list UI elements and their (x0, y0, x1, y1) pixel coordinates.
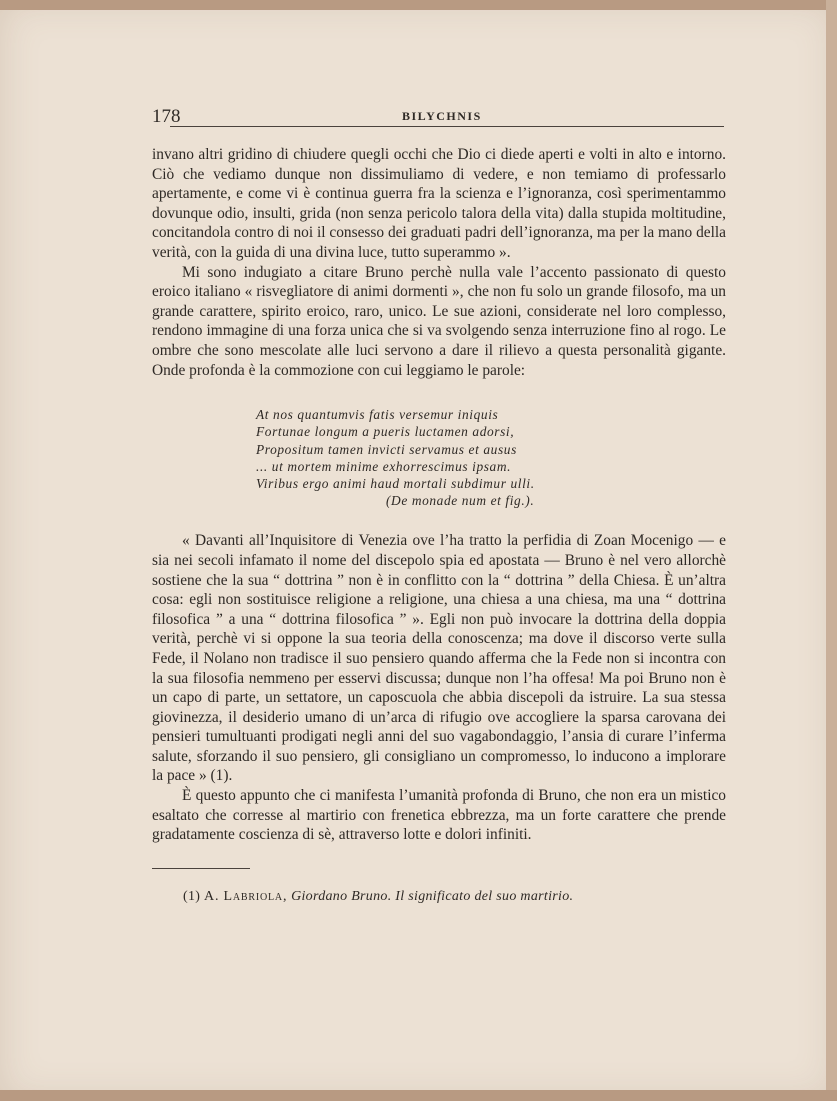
footnote (183, 889, 723, 905)
page-bottom-edge (0, 1090, 837, 1101)
paragraph-3: « Davanti all’Inquisitore di Venezia ove l’ha tratto la perfidia di Zoan Mocenigo — e sia nei secoli infamato il nome del discepolo spia ed apostata — Bruno è nel vero allorchè sostiene che la sua “ dottrina ” non è in conflitto con la “ dottrina ” della Chiesa. È un’altra cosa: egli non sostituisce religione a religione, una chiesa a una chiesa, ma una “ dottrina filosofica ” a una “ dottrina filosofica ” ». Egli non può invocare la dottrina della doppia verità, perchè vi si oppone la sua teoria della conoscenza; ma dove il discorso verte sulla Fede, il Nolano non tradisce il suo pensiero quando afferma che la Fede non si incontra con la sua filosofia nemmeno per esservi discussa; dunque non l’ha offesa! Ma poi Bruno non è un capo di parte, un settatore, un caposcuola che abbia discepoli da istruire. La sua stessa giovinezza, il desiderio umano di un’arca di rifugio ove accogliere la sparsa carovana dei pensieri tumultuanti prodigati negli anni del suo vagabondaggio, l’ansia di curare l’inferma salute, sforzando il suo pensiero, gli consigliano un compromesso, lo inducono a implorare la pace » (1). (152, 532, 726, 785)
paragraph-4: È questo appunto che ci manifesta l’umanità profonda di Bruno, che non era un mistico esaltato che corresse al martirio con frenetica ebbrezza, ma un forte carattere che prende gradatamente coscienza di sè, attraverso lotte e dolori infiniti. (152, 787, 726, 844)
verse-citation: (De monade num et fig.). (386, 493, 535, 509)
header-rule (170, 126, 724, 127)
footnote-author: A. Labriola, (204, 889, 288, 904)
verse-line-4: ... ut mortem minime exhorrescimus ipsam. (256, 458, 512, 474)
verse-line-1: At nos quantumvis fatis versemur iniquis (256, 407, 499, 423)
latin-verse-quote (256, 406, 726, 509)
paragraph-1: invano altri gridino di chiudere quegli occhi che Dio ci diede aperti e volti in alto e intorno. Ciò che vediamo dunque non dissimuliamo di vedere, e non temiamo di professarlo apertamente, e come vi è continua guerra fra la scienza e l’ignoranza, così sperimentammo dovunque odio, insulti, grida (non senza pericolo talora della vita) dalla stupida moltitudine, concitandola contro di noi il consesso dei graduati padri dell’ignoranza, ma per la mano della verità, con la guida di una divina luce, tutto superammo ». (152, 146, 726, 261)
page-number: 178 (152, 106, 181, 127)
verse-line-2: Fortunae longum a pueris luctamen adorsi, (256, 424, 515, 440)
footnote-title: Giordano Bruno. Il significato del suo martirio. (291, 889, 574, 904)
body-text (152, 145, 726, 845)
footnote-rule (152, 868, 250, 869)
running-title: BILYCHNIS (402, 109, 482, 123)
page-right-edge (826, 0, 837, 1101)
footnote-marker: (1) (183, 889, 201, 904)
verse-line-5: Viribus ergo animi haud mortali subdimur ulli. (256, 475, 535, 491)
page-top-edge (0, 0, 837, 10)
paragraph-2: Mi sono indugiato a citare Bruno perchè nulla vale l’accento passionato di questo eroico italiano « risvegliatore di animi dormenti », che non fu solo un grande filosofo, ma un grande carattere, spirito eroico, raro, unico. Le sue azioni, considerate nel loro complesso, rendono immagine di una forza unica che si va svolgendo senza interruzione fino al rogo. Le ombre che sono mescolate alle luci servono a dare il rilievo a questa personalità gigante. Onde profonda è la commozione con cui leggiamo le parole: (152, 263, 726, 379)
verse-line-3: Propositum tamen invicti servamus et ausus (256, 441, 517, 457)
